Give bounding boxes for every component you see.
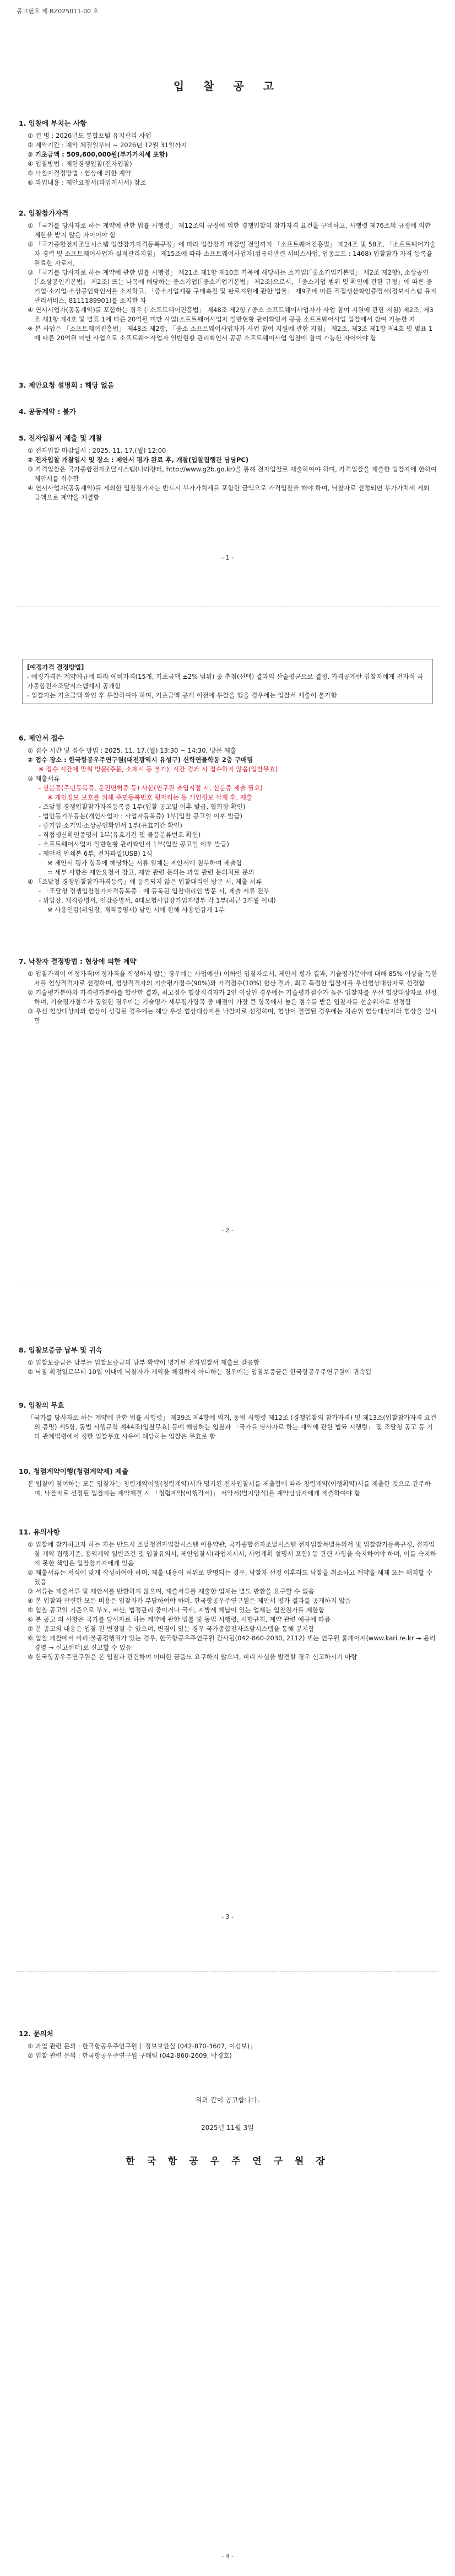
s2-item: ② 「국가종합전자조달시스템 입찰참가자격등록규정」에 따라 입찰참가 마감일 전일까지 「소프트웨어진흥법」 제24조 및 58조, 「소프트웨어기술자 경력 및 소프트웨어사업자 실적관리지침」 제15조에 따라 소프트웨어사업자(컴퓨터관련 서비스사업, 업종코드 : 1468) 입찰참가 자격 등록을 완료한 자로서, (28, 240, 436, 267)
issuer-name: 한 국 항 공 우 주 연 구 원 장 (126, 2156, 329, 2167)
section-7-heading: 7. 낙찰자 결정방법 : 협상에 의한 계약 (19, 957, 137, 965)
s11-item: ③ 서류는 제출서류 및 제안서를 반환하지 않으며, 제출서류를 제출한 업체는 별도 반환을 요구할 수 없음 (28, 1587, 315, 1595)
s9-text: 「국가를 당사자로 하는 계약에 관한 법률 시행령」 제39조 제4항에 의거, 동법 시행령 제12조 (경쟁입찰의 참가자격) 및 제13조(입찰참가자격 요건의 증명) 제5항, 동법 시행규칙 제44조(입찰무효) 등에 해당하는 입찰과 「국가를 당사자로 하는 계약에 관한 법률 시행령」 및 조달청 공고 등 기타 관계법령에서 정한 입찰무효 사유에 해당하는 입찰은 무효로 함 (28, 1414, 437, 1440)
box-line: - 입찰자는 기초금액 확인 후 투찰하여야 하며, 기초금액 공개 이전에 투찰을 했을 경우에는 입찰서 제출이 불가함 (27, 691, 337, 699)
s6-doc: - 중기업·소기업·소상공인확인서 1부(유효기간 확인) (39, 822, 182, 829)
section-9-heading: 9. 입찰의 무효 (19, 1401, 64, 1409)
s11-item: ⑨ 한국항공우주연구원은 본 입찰과 관련하여 어떠한 금품도 요구하지 않으며, 비리 사실을 발견할 경우 신고하시기 바람 (28, 1653, 358, 1661)
s2-item: ④ 연서시업자(공동계약)를 포함하는 경우 (「소프트웨어진흥법」 제48조 제2항 / 중소 소프트웨어사업자가 사업 참여 지원에 관한 지침) 제2조, 제3조 제1항 제4호 및 별표 1에 따른 20억원 미만 사업(소프트웨어사업자 일반현황 관리확인서 공공 소프트웨어사업 입찰에서 참여 가능한 자 (28, 306, 434, 323)
section-10 (19, 1467, 437, 1498)
s6-warning: ※ 접수 시간에 맞춰 방문(주문, 소체시 등 불가), 시간 경과 시 접수하지 않음(입찰무효) (39, 765, 278, 773)
section-4-heading: 4. 공동계약 : 불가 (19, 407, 76, 416)
section-9 (19, 1400, 437, 1441)
closing-text: 위와 같이 공고합니다. (196, 2096, 259, 2104)
section-6-heading: 6. 제안서 접수 (19, 734, 64, 742)
s6-doc: - 제안서 인쇄본 6부, 전자파일(USB) 1식 (39, 850, 153, 857)
s6-doc: - 법인등기부등본(개인사업자 : 사업자등록증) 1부(입찰 공고일 이후 발급) (39, 812, 242, 820)
page-number: - 2 - (221, 1227, 234, 1234)
section-12 (19, 2029, 437, 2060)
section-4 (19, 407, 437, 420)
s2-item: ③ 「국가를 당사자로 하는 계약에 관한 법률 시행령」 제21조 제1항 제10호 가목에 해당하는 소기업(「중소기업기본법」 제2조 제2항), 소상공인(「소상공인기본법」 제2조) 또는 나목에 해당하는 중소기업(「중소기업기본법」 제2조)으로서, 「중소기업 범위 및 확인에 관한 규정」에 따른 중기업·소기업·소상공인확인서를 소지하고, 「중소기업제품 구매촉진 및 판로지원에 관한 법률」 제9조에 따른 직접생산확인증명서(정보시스템 유지관리서비스, 8111189901)를 소지한 자 (28, 269, 437, 304)
s6-doc: - 위임장, 재직증명서, 인감증명서, 4대보험사업장가입자명부 각 1부(최근 3개월 이내) (39, 897, 276, 904)
s6-note: ※ 사용인감(위임장, 재직증명서) 날인 시에 한해 사용인감계 1부 (47, 906, 225, 914)
s6-doc: - 신분증(주민등록증, 운전면허증 등) 사본(연구원 출입시점 시, 신분증 제출 필요) (39, 784, 263, 792)
s7-item: ① 입찰가격이 예정가격(예정가격을 작성하지 않는 경우에는 사업예산) 이하인 입찰자로서, 제안서 평가 결과, 기술평가분야에 대해 85% 이상을 득한 자를 협상적격자로 선정하며, 협상적격자의 기술평가점수(90%)와 가격점수(10%) 합산 결과, 최고 득점한 입찰자를 우선협상대상자로 선정함 (28, 970, 437, 987)
s2-note: ※ 본 사업은 「소프트웨어진흥법」 제48조 제2항, 「중소 소프트웨어사업자가 사업 참여 지원에 관한 지침」 제2조, 제3조 제1항 제4호 및 별표 1에 따른 20억원 미만 사업으로 소프트웨어사업자 일반현황 관리확인서 공공 소프트웨어사업 입찰에 참여 가능한 자이어야 함 (28, 325, 433, 342)
s7-item: ③ 우선 협상대상자와 협상이 성립된 경우에는 해당 우선 협상대상자를 낙찰자로 선정하며, 협상이 결렬된 경우에는 차순위 협상대상자와 협상을 실시함 (28, 1007, 437, 1024)
section-5-heading: 5. 전자입찰서 제출 및 개찰 (19, 434, 102, 442)
section-6 (19, 733, 437, 915)
s1-item: ② 계약기간 : 계약 체결일부터 ~ 2026년 12월 31일까지 (28, 141, 187, 149)
s5-item: ① 전자입찰 마감일시 : 2025. 11. 17.(월) 12:00 (28, 447, 166, 454)
s6-doc: - 소프트웨어사업자 일반현황 관리확인서 1부(입찰 공고일 이후 발급) (39, 840, 229, 848)
page-break (17, 1971, 438, 1972)
section-3-heading: 3. 제안요청 설명회 : 해당 없음 (19, 381, 115, 389)
section-8-heading: 8. 입찰보증금 납부 및 귀속 (19, 1346, 102, 1354)
s10-text: 본 입찰에 참여하는 모든 입찰자는 청렴계약이행(청렴계약)서가 명기된 전자입찰서를 제출함에 따라 청렴계약(이행확약)서를 제출한 것으로 간주하며, 낙찰자로 선정된 입찰자는 계약체결 시 「청렴계약(이행각서)」 서약서(별지양식)를 계약담당자에게 제출하여야 함 (28, 1480, 431, 1497)
section-7 (19, 957, 437, 1026)
section-2 (19, 208, 437, 343)
s2-item: ① 「국가를 당사자로 하는 계약에 관한 법률 시행령」 제12조의 규정에 의한 경쟁입찰의 참가자격 요건을 구비하고, 시행령 제76조의 규정에 의한 제한을 받지 않은 자이어야 함 (28, 222, 431, 239)
s11-item: ④ 본 입찰과 관련한 모든 비용은 입찰자가 부담하여야 하며, 한국항공우주연구원은 제안서 평가 결과를 공개하지 않음 (28, 1597, 351, 1604)
box-line: - 예정가격은 계약예규에 따라 예비가격(15개, 기초금액 ±2% 범위) 중 추첨(선택) 결과의 산술평균으로 결정, 가격공개란 입찰자에게 전자적 국가종합전자조달시스템에서 공개함 (27, 673, 424, 690)
s11-item: ⑦ 본 공고의 내용은 입찰 전 변경될 수 있으며, 변경이 있는 경우 국가종합전자조달시스템을 통해 공지함 (28, 1625, 315, 1633)
s6-note: ※ 제안서 평가 항목에 해당하는 서류 일체는 제안서에 첨부하여 제출함 (47, 859, 242, 867)
section-8 (19, 1345, 437, 1377)
s1-item: ⑥ 과업내용 : 제안요청서(과업지시서) 참조 (28, 179, 147, 186)
s1-item: ① 건 명 : 2026년도 통합포털 유지관리 사업 (28, 132, 151, 139)
section-1 (19, 119, 437, 187)
s8-item: ② 낙찰 확정일로부터 10일 이내에 낙찰자가 계약을 체결하지 아니하는 경우에는 입찰보증금은 한국항공우주연구원에 귀속됨 (28, 1368, 372, 1376)
s7-item: ② 기술평가분야와 가격평가분야를 합산한 결과, 최고점수 협상적격자가 2인 이상인 경우에는 기술평가점수가 높은 입찰자를 우선 협상대상자로 선정하며, 기술평가점수가 동일한 경우에는 기술평가 세부평가항목 중 배점이 가장 큰 항목에서 높은 점수를 받은 입찰자를 선순위자로 선정함 (28, 989, 437, 1006)
s12-item: ② 입찰 관련 문의 : 한국항공우주연구원 구매팀 (042-860-2609, 박경호) (28, 2052, 232, 2059)
s11-item: ① 입찰에 참가하고자 하는 자는 반드시 조달청전자입찰시스템 이용약관, 국가종합전자조달시스템 전자입찰특별유의서 및 입찰참가등록규정, 전자입찰 계약 집행기준, 용역계약 일반조건 및 입찰유의서, 제안입찰서(과업지시서, 사업계획 설명서 포함) 등 관련 사항을 숙지하여야 하며, 이를 숙지하지 못한 책임은 입찰참가자에게 있음 (28, 1541, 437, 1567)
s8-item: ① 입찰보증금은 납부는 입찰보증금의 납부 확약이 명기된 전자입찰서 제출로 갈음함 (28, 1359, 259, 1366)
page-number: - 3 - (221, 1913, 234, 1920)
s6-note: = 세부 사항은 제안요청서 참고, 제안 관련 문의는 과업 관련 문의처로 문의 (47, 868, 254, 876)
s6-doc: - 조달청 경쟁입찰참가자격등록증 1부(입찰 공고일 이후 발급, 협회장 확인) (39, 803, 246, 811)
section-2-heading: 2. 입찰참가자격 (19, 209, 69, 217)
s11-item: ⑤ 입찰 공고일 기준으로 부도, 파산, 법정관리 중이거나 국세, 지방세 체납이 있는 업체는 입찰참가를 제한함 (28, 1606, 325, 1614)
s6-item: ④ 「조달청 경쟁입찰참가자격등록」에 등록되지 않은 입찰대리인 방문 시, 제출 서류 (28, 878, 262, 886)
s6-doc: - 직접생산확인증명서 1부(유효기간 및 물품분류번호 확인) (39, 831, 201, 839)
s11-item: ⑧ 입찰 개찰에서 비리·불공정행위가 있는 경우, 한국항공우주연구원 감사팀(042-860-2030, 2112) 또는 연구원 홈페이지(www.kari.re.kr → 윤리경영 → 신고센터)로 신고할 수 있음 (28, 1634, 436, 1651)
s11-item: ② 제출서류는 서식에 맞게 작성하여야 하며, 제출 내용이 허위로 판명되는 경우, 낙찰자 선정 이후라도 낙찰을 취소하고 계약을 해제 또는 해지할 수 있음 (28, 1569, 433, 1586)
s6-item: ③ 제출서류 (28, 775, 60, 782)
section-11-heading: 11. 유의사항 (19, 1528, 60, 1536)
s6-doc: - 「조달청 경쟁입찰참가자격등록증」에 등록된 입찰대리인 방문 시, 제출 서류 전부 (39, 887, 270, 895)
s1-item-budget: ③ 기초금액 : 509,600,000원(부가가치세 포함) (28, 151, 168, 158)
doc-number: 공고번호 제 BZ025011-00 호 (17, 8, 99, 15)
section-12-heading: 12. 문의처 (19, 2030, 53, 2038)
s1-item: ④ 입찰방법 : 제한경쟁입찰(전자입찰) (28, 160, 132, 168)
s1-item: ⑤ 낙찰자결정방법 : 협상에 의한 계약 (28, 169, 131, 177)
page-title: 입 찰 공 고 (173, 79, 282, 93)
box-title: [예정가격 결정방법] (27, 663, 84, 671)
s6-warning: ※ 개인정보 보호를 위해 주민등록번호 뒷자리는 등 개인정보 삭제 후, 제출 (47, 793, 253, 801)
s5-item: ③ 가격입찰은 국가종합전자조달시스템(나라장터, http://www.g2b.go.kr)을 통해 전자입찰로 제출하여야 하며, 가격입찰을 제출한 입찰자에 한하여 제안서를 접수함 (28, 465, 437, 482)
section-11 (19, 1527, 437, 1662)
s5-item: ② 전자입찰 개찰일시 및 장소 : 제안서 평가 완료 후, 개찰(입찰집행관 담당PC) (28, 456, 249, 464)
section-1-heading: 1. 입찰에 부치는 사항 (19, 119, 87, 127)
section-3 (19, 380, 437, 393)
page-number: - 1 - (221, 554, 234, 561)
s6-item: ② 접수 장소 : 한국항공우주연구원(대전광역시 유성구) 신학연물학동 2층 구매팀 (28, 756, 253, 764)
announce-date: 2025년 11월 3일 (201, 2124, 254, 2132)
s5-item: ④ 연서사업자(공동계약)를 제외한 입찰참가자는 반드시 부가가치세를 포함한 금액으로 가격입찰을 해야 하며, 낙찰자로 선정되면 부가가치세 제외 금액으로 계약을 체결함 (28, 484, 430, 501)
s6-item: ① 접수 시간 및 접수 방법 : 2025. 11. 17.(월) 13:30 ~ 14:30, 방문 제출 (28, 747, 236, 754)
page-number: - 4 - (221, 2553, 234, 2560)
s11-item: ⑥ 본 공고 외 사항은 국가를 당사자로 하는 계약에 관한 법률 및 동법 시행령, 시행규칙, 계약 관련 예규에 따름 (28, 1616, 331, 1623)
s12-item: ① 과업 관련 문의 : 한국항공우주연구원 (「정보보안실 (042-870-3607, 이성보)」 (28, 2042, 256, 2050)
section-5 (19, 433, 437, 502)
section-10-heading: 10. 청렴계약이행(청렴계약제) 제출 (19, 1467, 129, 1475)
price-method-box (22, 659, 433, 704)
